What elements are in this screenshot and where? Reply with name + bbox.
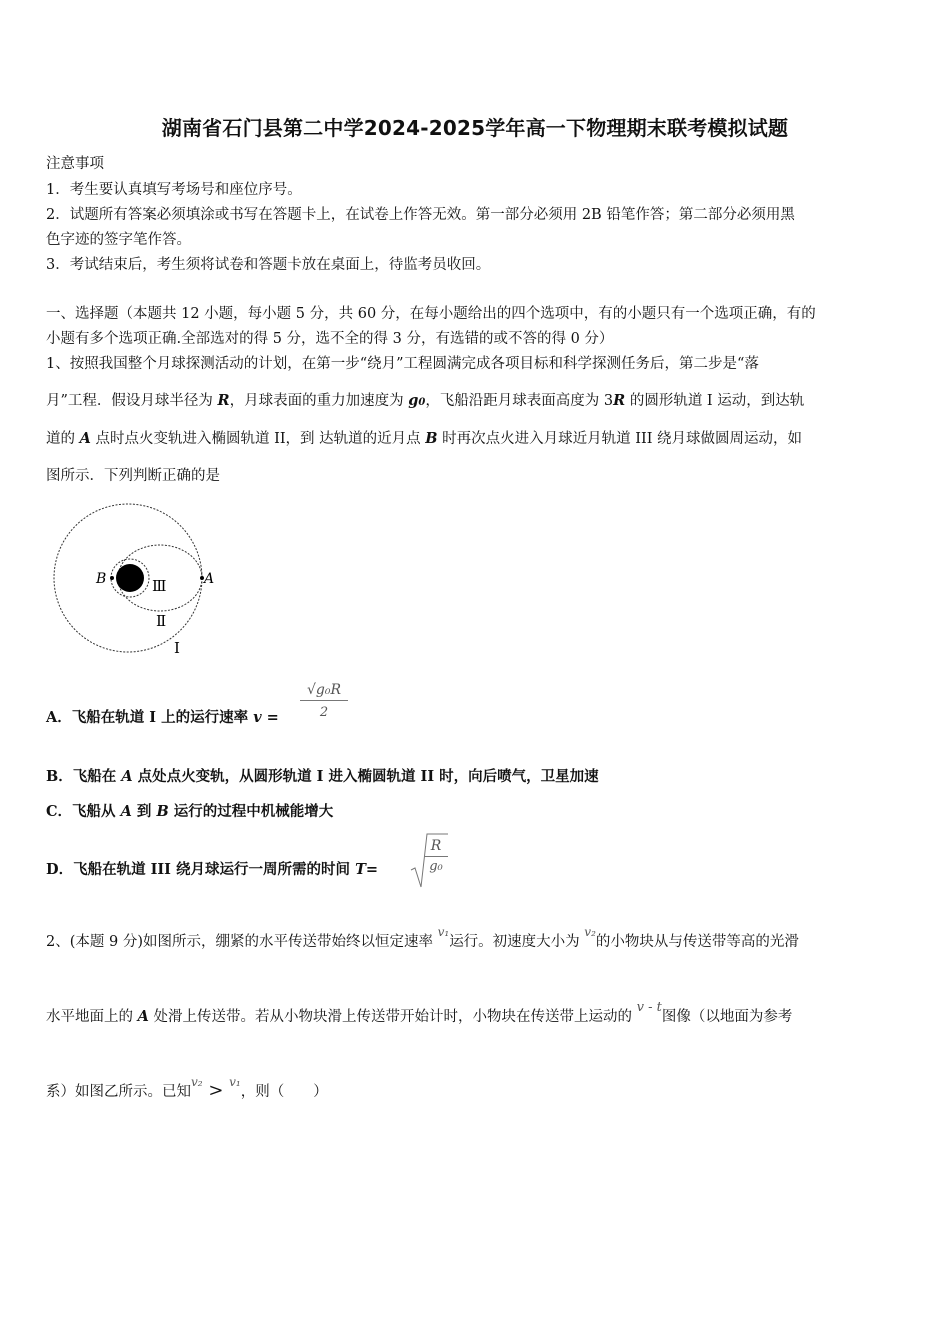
- greater-than-sign: >: [202, 1080, 230, 1101]
- q2-text: 的小物块从与传送带等高的光滑: [595, 934, 799, 950]
- var-v: v: [253, 709, 262, 726]
- orbit-diagram: [46, 498, 216, 658]
- notice-item-2: 2．试题所有答案必须填涂或书写在答题卡上，在试卷上作答无效。第一部分必须用 2B 铅笔作答；第二部分必须用黑: [46, 207, 795, 223]
- fraction-numerator: R: [424, 838, 448, 857]
- var-A: A: [79, 430, 91, 447]
- var-v1: v₁: [229, 1075, 241, 1089]
- var-R: R: [613, 392, 626, 409]
- page-title: 湖南省石门县第二中学2024-2025学年高一下物理期末联考模拟试题: [161, 116, 789, 140]
- fraction-denominator: 2: [319, 705, 329, 720]
- q1-option-c: [46, 800, 333, 821]
- option-b-text: B．飞船在: [46, 768, 122, 785]
- option-b-text: 点处点火变轨，从圆形轨道 I 进入椭圆轨道 II 时，向后喷气，卫星加速: [132, 768, 599, 785]
- fraction-numerator: √g₀R: [300, 682, 348, 701]
- var-v2: v₂: [584, 925, 596, 939]
- option-c-text: 到: [131, 803, 157, 820]
- point-B-dot: [110, 576, 114, 580]
- fraction-denominator: g₀: [429, 859, 443, 874]
- moon-body: [116, 564, 144, 592]
- q2-line-3: [46, 1075, 328, 1101]
- option-a-text: A．飞船在轨道 I 上的运行速率: [46, 709, 254, 726]
- notice-heading: 注意事项: [46, 156, 104, 172]
- option-c-text: 运行的过程中机械能增大: [168, 803, 334, 820]
- q1-line-3: [46, 427, 802, 448]
- var-B: B: [425, 430, 438, 447]
- q1-option-b: [46, 765, 599, 786]
- notice-item-2-cont: 色字迹的签字笔作答。: [46, 232, 191, 248]
- var-v2: v₂: [191, 1075, 203, 1089]
- label-B: B: [96, 571, 107, 587]
- equals-sign: =: [365, 861, 379, 878]
- var-g0-sub: 0: [418, 397, 426, 408]
- q1-text: 的圆形轨道 I 运动，到达轨: [625, 393, 805, 409]
- q1-option-d: [46, 858, 378, 879]
- q2-text: ，则（ ）: [240, 1084, 328, 1100]
- q2-line-1: [46, 925, 799, 951]
- option-d-fraction: [424, 838, 448, 874]
- var-T: T: [355, 861, 366, 878]
- q2-text: 运行。初速度大小为: [449, 934, 585, 950]
- var-g0: g: [408, 392, 419, 409]
- option-a-fraction: [300, 682, 348, 720]
- q1-text: ，月球表面的重力加速度为: [229, 393, 409, 409]
- equals-sign: =: [261, 709, 279, 726]
- q2-text: 处滑上传送带。若从小物块滑上传送带开始计时，小物块在传送带上运动的: [148, 1009, 637, 1025]
- label-A: A: [204, 571, 215, 587]
- q1-line-1: 1、按照我国整个月球探测活动的计划，在第一步“绕月”工程圆满完成各项目标和科学探测任务后，第二步是“落: [46, 356, 759, 372]
- q2-text: 系）如图乙所示。已知: [46, 1084, 191, 1100]
- label-II: Ⅱ: [156, 612, 167, 630]
- var-A: A: [137, 1008, 149, 1025]
- q2-text: 图像（以地面为参考: [661, 1009, 793, 1025]
- q2-text: 水平地面上的: [46, 1009, 138, 1025]
- var-A: A: [120, 803, 132, 820]
- section-header-line-2: 小题有多个选项正确.全部选对的得 5 分，选不全的得 3 分，有选错的或不答的得 0 分）: [46, 331, 614, 347]
- q1-line-2: [46, 389, 804, 410]
- q1-text: 点时点火变轨进入椭圆轨道 II，到 达轨道的近月点: [90, 431, 426, 447]
- q1-text: ，飞船沿距月球表面高度为 3: [425, 393, 614, 409]
- section-header-line-1: 一、选择题（本题共 12 小题，每小题 5 分，共 60 分，在每小题给出的四个选项中，有的小题只有一个选项正确，有的: [46, 306, 816, 322]
- option-d-text: D．飞船在轨道 III 绕月球运行一周所需的时间: [46, 861, 356, 878]
- q1-text: 道的: [46, 431, 80, 447]
- q1-option-a: [46, 706, 279, 727]
- label-III: Ⅲ: [152, 577, 167, 595]
- q2-line-2: [46, 1000, 793, 1026]
- var-v1: v₁: [437, 925, 450, 939]
- label-I: I: [174, 639, 180, 657]
- var-v-t: v - t: [636, 1000, 662, 1015]
- q1-text: 月”工程．假设月球半径为: [46, 393, 218, 409]
- q2-text: 2、(本题 9 分)如图所示，绷紧的水平传送带始终以恒定速率: [46, 934, 438, 950]
- var-R: R: [217, 392, 230, 409]
- option-c-text: C．飞船从: [46, 803, 121, 820]
- notice-item-3: 3．考试结束后，考生须将试卷和答题卡放在桌面上，待监考员收回。: [46, 257, 491, 273]
- q1-line-4: 图所示．下列判断正确的是: [46, 468, 220, 484]
- var-B: B: [156, 803, 169, 820]
- var-A: A: [121, 768, 133, 785]
- q1-text: 时再次点火进入月球近月轨道 III 绕月球做圆周运动，如: [437, 431, 803, 447]
- notice-item-1: 1．考生要认真填写考场号和座位序号。: [46, 182, 302, 198]
